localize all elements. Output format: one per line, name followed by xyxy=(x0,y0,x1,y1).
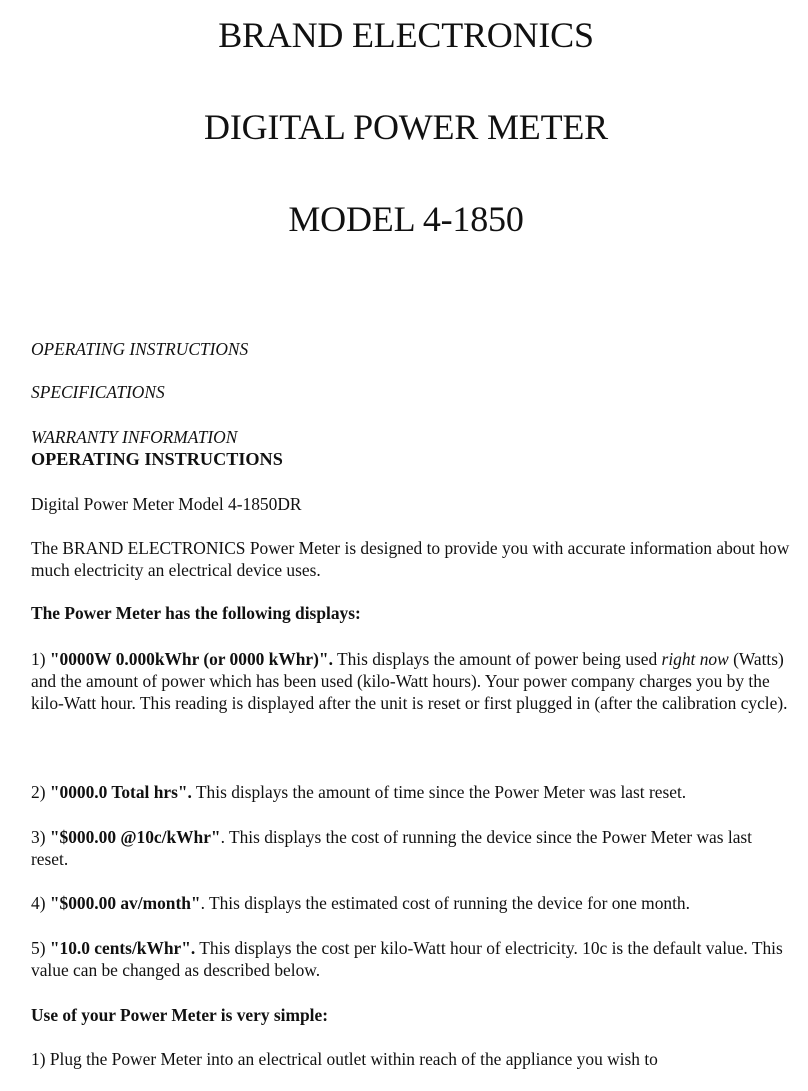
item-number: 3) xyxy=(31,827,50,847)
display-item-5 xyxy=(31,937,791,981)
display-item-3 xyxy=(31,826,791,870)
toc-specifications: SPECIFICATIONS xyxy=(31,382,165,402)
item-text: This displays the cost per kilo-Watt hour of electricity. 10c is the default value. This value can be changed as described below. xyxy=(31,938,783,980)
displays-heading: The Power Meter has the following displays: xyxy=(31,603,361,623)
use-heading: Use of your Power Meter is very simple: xyxy=(31,1005,329,1025)
display-readout: "$000.00 av/month" xyxy=(49,893,201,913)
brand-title: BRAND ELECTRONICS xyxy=(218,15,594,55)
section-heading: OPERATING INSTRUCTIONS xyxy=(31,449,283,469)
display-item-4 xyxy=(31,892,791,914)
item-number: 4) xyxy=(31,893,50,913)
display-readout: "10.0 cents/kWhr". xyxy=(49,938,196,958)
item-text: . This displays the estimated cost of running the device for one month. xyxy=(200,893,690,913)
toc-operating-instructions: OPERATING INSTRUCTIONS xyxy=(31,339,249,359)
display-item-2 xyxy=(31,781,791,803)
toc-warranty-information: WARRANTY INFORMATION xyxy=(31,427,238,447)
display-readout: "0000.0 Total hrs". xyxy=(49,782,192,802)
item-number: 5) xyxy=(31,938,50,958)
display-readout: "$000.00 @10c/kWhr" xyxy=(49,827,221,847)
model-line: Digital Power Meter Model 4-1850DR xyxy=(31,494,302,514)
item-emphasis: right now xyxy=(661,649,729,669)
item-text: (Watts) and the amount of power which has been used (kilo-Watt hours). Your power company charges you by the kilo-Watt hour. This reading is displayed after the unit is reset or first plugged in (after the calibration cycle). xyxy=(31,649,788,713)
step-1: 1) Plug the Power Meter into an electrical outlet within reach of the appliance you wish to xyxy=(31,1049,658,1069)
item-text: . This displays the cost of running the device since the Power Meter was last reset. xyxy=(31,827,753,869)
item-text: This displays the amount of time since the Power Meter was last reset. xyxy=(191,782,687,802)
item-number: 1) xyxy=(31,649,50,669)
display-item-1 xyxy=(31,648,791,714)
model-title: MODEL 4-1850 xyxy=(288,199,524,239)
display-readout: "0000W 0.000kWhr (or 0000 kWhr)". xyxy=(49,649,333,669)
item-number: 2) xyxy=(31,782,50,802)
item-text: This displays the amount of power being used xyxy=(332,649,662,669)
product-title: DIGITAL POWER METER xyxy=(204,107,608,147)
intro-paragraph: The BRAND ELECTRONICS Power Meter is designed to provide you with accurate information about how much electricity an electrical device uses. xyxy=(31,538,790,580)
